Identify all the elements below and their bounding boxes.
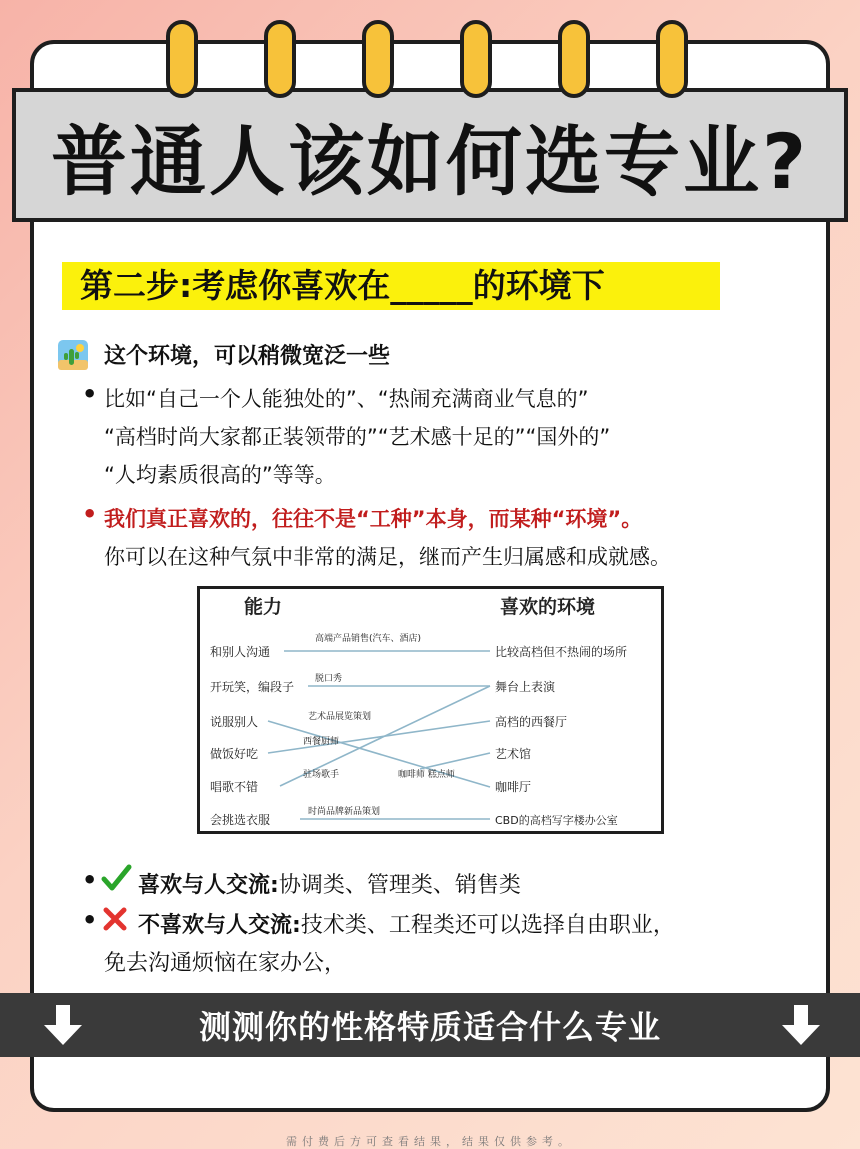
diagram-link-label: 艺术品展览策划 — [308, 712, 372, 722]
diagram-left-item: 唱歌不错 — [210, 780, 259, 794]
diagram-link-label: 西餐厨师 — [303, 737, 340, 747]
diagram-left-item: 说服别人 — [210, 715, 259, 729]
diagram-link-label: 高端产品销售(汽车、酒店) — [315, 634, 422, 644]
desert-cactus-icon — [58, 340, 88, 370]
like-label: 喜欢与人交流: — [138, 873, 279, 898]
diagram-left-item: 和别人沟通 — [210, 645, 271, 659]
binder-ring-3 — [362, 20, 394, 98]
like-text: 协调类、管理类、销售类 — [278, 873, 521, 898]
diagram-link-label: 咖啡师 糕点师 — [398, 770, 455, 780]
diagram-right-item: CBD的高档写字楼办公室 — [495, 814, 618, 827]
binder-ring-1 — [166, 20, 198, 98]
cta-label: 测测你的性格特质适合什么专业 — [198, 1008, 661, 1046]
diagram-link-label: 时尚品牌新品策划 — [308, 807, 381, 817]
dislike-text: 技术类、工程类还可以选择自由职业， — [300, 913, 675, 938]
dislike-label: 不喜欢与人交流: — [138, 913, 301, 938]
diagram-right-item: 咖啡厅 — [495, 780, 532, 794]
diagram-right-item: 高档的西餐厅 — [495, 715, 568, 729]
like-row — [138, 868, 521, 899]
title-banner — [12, 88, 848, 222]
bullet-dot: • — [82, 500, 98, 528]
diagram-right-item: 舞台上表演 — [495, 680, 556, 694]
ability-environment-diagram — [197, 586, 664, 834]
footer-note: 需付费后方可查看结果，结果仅供参考。 — [286, 1135, 574, 1148]
diagram-right-header: 喜欢的环境 — [500, 596, 596, 618]
dislike-row — [138, 908, 675, 939]
bullet-dot: • — [82, 906, 98, 934]
step-heading: 第二步:考虑你喜欢在_____的环境下 — [62, 262, 720, 310]
diagram-right-item: 艺术馆 — [495, 747, 532, 761]
binder-ring-6 — [656, 20, 688, 98]
dislike-text-continued: 免去沟通烦恼在家办公， — [104, 951, 347, 976]
follow-text: 你可以在这种气氛中非常的满足，继而产生归属感和成就感。 — [104, 545, 671, 569]
diagram-link-label: 驻场歌手 — [303, 770, 340, 780]
check-mark-icon — [100, 862, 132, 899]
down-arrow-icon — [778, 1001, 824, 1049]
bullet-dot: • — [82, 866, 98, 894]
cross-mark-icon — [102, 906, 128, 937]
example-line-1: 比如“自己一个人能独处的”、“热闹充满商业气息的” — [104, 387, 589, 411]
binder-ring-5 — [558, 20, 590, 98]
diagram-left-item: 开玩笑，编段子 — [210, 680, 295, 694]
down-arrow-icon — [40, 1001, 86, 1049]
diagram-right-item: 比较高档但不热闹的场所 — [495, 645, 628, 659]
diagram-link-label: 脱口秀 — [315, 674, 343, 684]
diagram-left-header: 能力 — [244, 596, 283, 618]
page-title: 普通人该如何选专业? — [50, 116, 810, 206]
diagram-left-item: 会挑选衣服 — [210, 813, 271, 827]
cta-bar[interactable] — [0, 993, 860, 1057]
intro-heading: 这个环境，可以稍微宽泛一些 — [104, 344, 391, 369]
bullet-dot: • — [82, 380, 98, 408]
example-line-2: “高档时尚大家都正装领带的”“艺术感十足的”“国外的” — [104, 425, 611, 449]
binder-ring-4 — [460, 20, 492, 98]
diagram-left-item: 做饭好吃 — [210, 747, 259, 761]
example-line-3: “人均素质很高的”等等。 — [104, 463, 336, 487]
highlight-text: 我们真正喜欢的，往往不是“工种”本身，而某种“环境”。 — [104, 507, 643, 531]
binder-ring-2 — [264, 20, 296, 98]
